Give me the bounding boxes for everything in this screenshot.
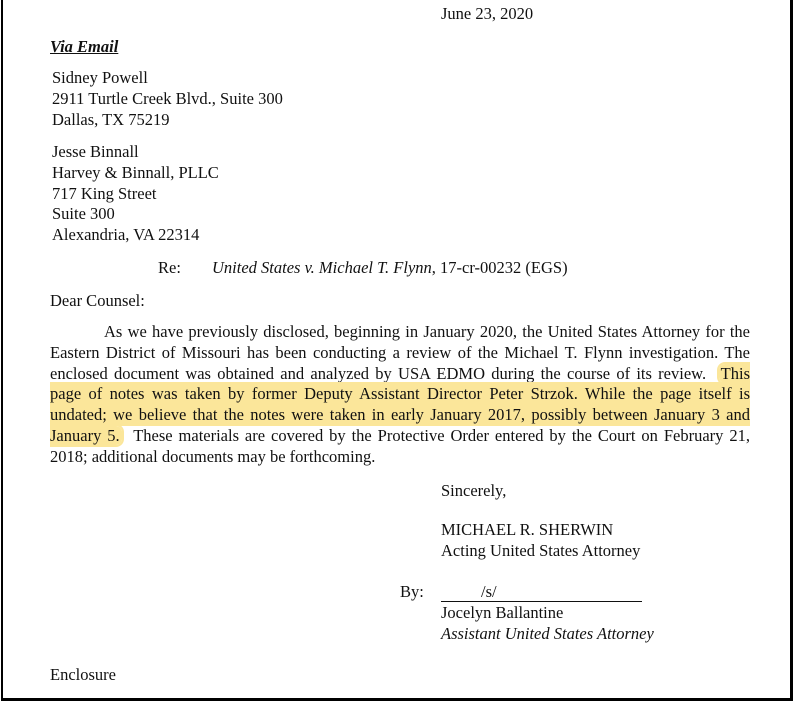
recipient-1-city: Dallas, TX 75219	[52, 110, 170, 129]
by-label: By:	[400, 582, 424, 601]
signatory-title: Acting United States Attorney	[441, 541, 641, 560]
case-number: , 17-cr-00232 (EGS)	[431, 258, 568, 277]
recipient-2-city: Alexandria, VA 22314	[52, 225, 200, 244]
body-paragraph	[50, 322, 750, 468]
signatory-name: MICHAEL R. SHERWIN	[441, 520, 614, 539]
recipient-1-name: Sidney Powell	[52, 68, 148, 87]
salutation: Dear Counsel:	[50, 291, 145, 310]
re-label: Re:	[158, 258, 181, 277]
signer-title: Assistant United States Attorney	[441, 624, 654, 643]
enclosure-note: Enclosure	[50, 665, 116, 684]
closing: Sincerely,	[441, 481, 507, 500]
recipient-2-name: Jesse Binnall	[52, 142, 139, 161]
body-text-part2: These materials are covered by the Protective Order entered by the Court on February 21, 2018; additional documents may be forthcoming.	[50, 425, 750, 466]
signature-mark: /s/	[481, 582, 497, 601]
recipient-2-firm: Harvey & Binnall, PLLC	[52, 163, 219, 182]
letter-date: June 23, 2020	[441, 4, 534, 23]
signature-line	[441, 582, 642, 602]
re-subject	[212, 258, 568, 278]
recipient-1-street: 2911 Turtle Creek Blvd., Suite 300	[52, 89, 283, 108]
letter-page	[1, 0, 793, 701]
recipient-2-suite: Suite 300	[52, 204, 115, 223]
delivery-method: Via Email	[50, 37, 119, 56]
recipient-2-street: 717 King Street	[52, 184, 157, 203]
signer-name: Jocelyn Ballantine	[441, 603, 564, 622]
body-text-part1: As we have previously disclosed, beginning in January 2020, the United States Attorney for the Eastern District of Missouri has been conducting a review of the Michael T. Flynn investigation. The enclosed document was obtained and analyzed by USA EDMO during the course of its review.	[50, 322, 750, 383]
case-name: United States v. Michael T. Flynn	[212, 258, 432, 277]
highlighted-text: This page of notes was taken by former Deputy Assistant Director Peter Strzok. While the page itself is undated; we believe that the notes were taken in early January 2017, possibly between January 3 and January 5.	[50, 363, 751, 445]
